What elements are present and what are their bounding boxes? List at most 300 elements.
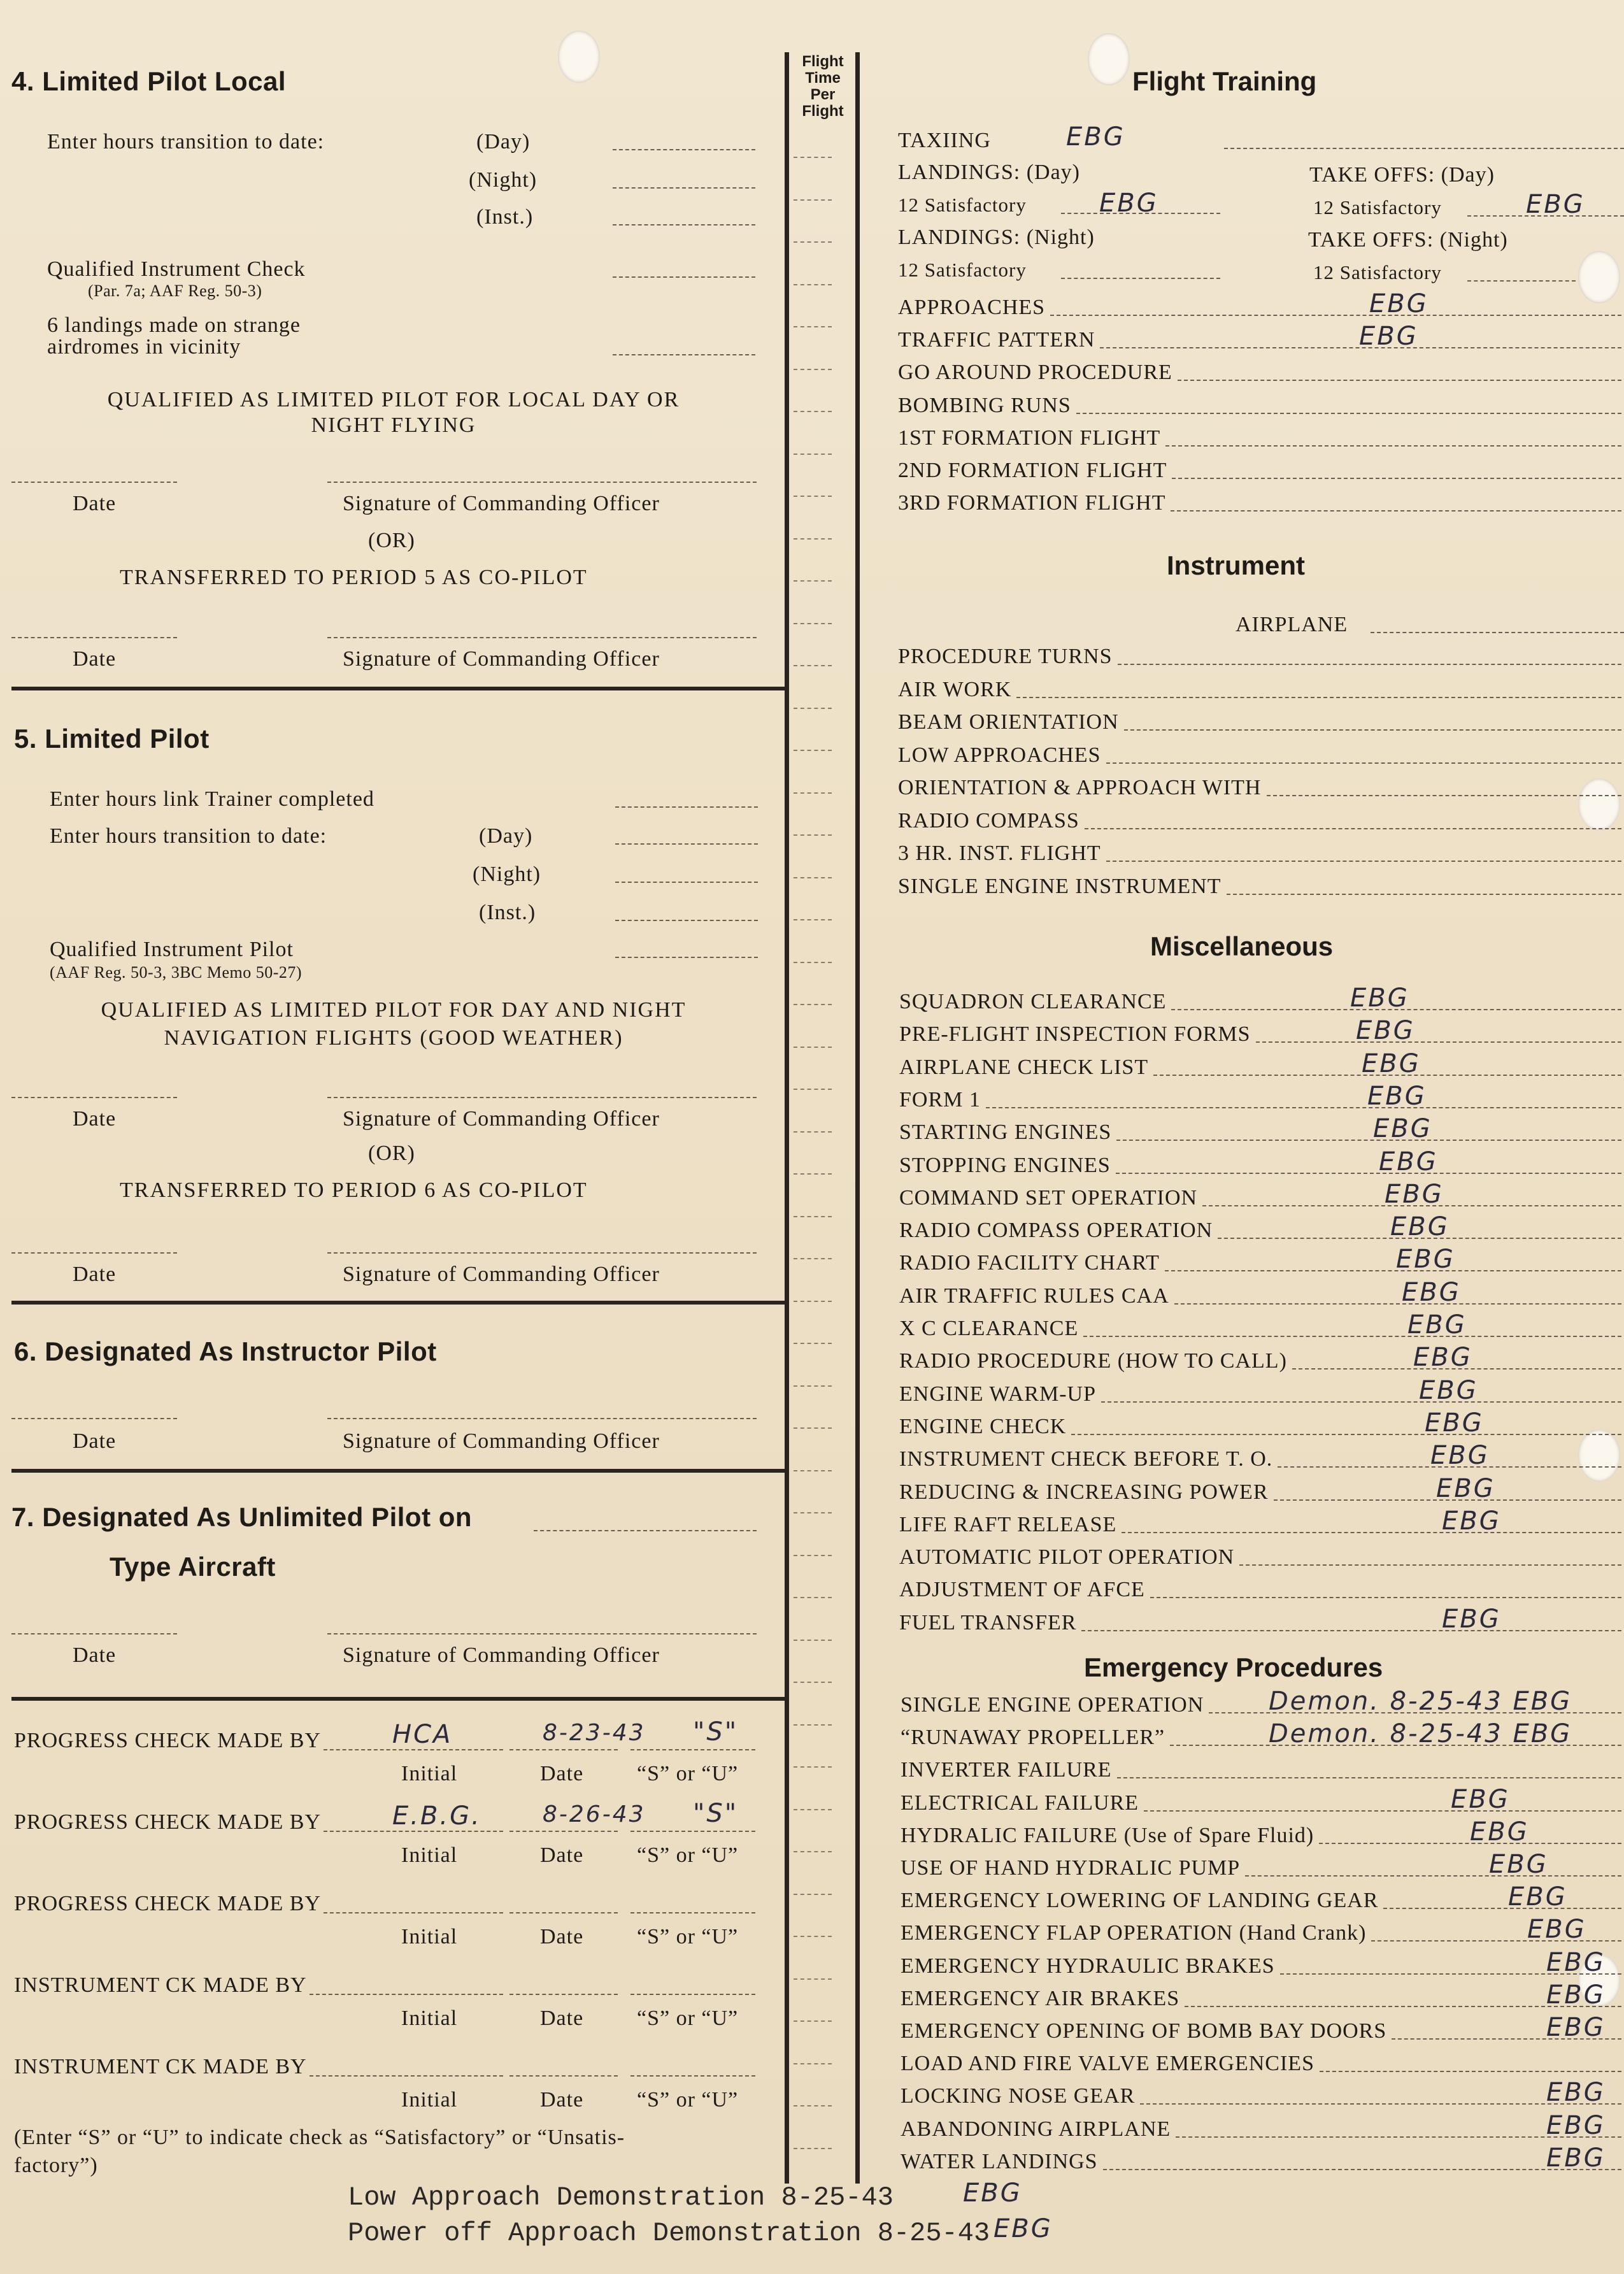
misc-item-field[interactable] xyxy=(1150,1597,1621,1598)
misc-item-label: RADIO PROCEDURE (HOW TO CALL) xyxy=(899,1349,1287,1373)
s7-date-field[interactable] xyxy=(11,1633,177,1634)
flight-time-entry[interactable] xyxy=(794,1343,832,1344)
misc-item-initials: EBG xyxy=(1419,1376,1478,1405)
misc-item-field[interactable] xyxy=(1256,1041,1621,1043)
check-date-field[interactable] xyxy=(509,1912,618,1913)
flight-time-entry[interactable] xyxy=(794,369,832,370)
check-date-field[interactable] xyxy=(509,1749,618,1750)
flight-time-entry[interactable] xyxy=(794,1216,832,1217)
emergency-item-label: HYDRALIC FAILURE (Use of Spare Fluid) xyxy=(901,1824,1314,1847)
flight-time-entry[interactable] xyxy=(794,1936,832,1937)
divider xyxy=(11,1697,785,1701)
s4-date-label: Date xyxy=(73,492,117,515)
instrument-airplane-label: AIRPLANE xyxy=(1236,613,1348,636)
misc-item-label: LIFE RAFT RELEASE xyxy=(899,1513,1117,1536)
misc-item-field[interactable] xyxy=(1071,1434,1621,1435)
s4-or-label: (OR) xyxy=(368,529,415,552)
emergency-item-label: LOCKING NOSE GEAR xyxy=(901,2084,1136,2108)
flight-training-item-label: GO AROUND PROCEDURE xyxy=(898,361,1172,384)
flight-training-item-label: BOMBING RUNS xyxy=(898,394,1071,417)
column-rule-right xyxy=(855,52,860,2184)
landings-day-initials: EBG xyxy=(1099,189,1158,218)
misc-item-initials: EBG xyxy=(1407,1310,1467,1340)
misc-item-initials: EBG xyxy=(1402,1278,1461,1307)
punch-hole xyxy=(558,31,600,83)
flight-time-header: Flight Time Per Flight xyxy=(802,53,844,120)
check-initial-value: HCA xyxy=(392,1720,453,1749)
s4-date-field[interactable] xyxy=(11,482,177,483)
landings-night-sat-field[interactable] xyxy=(1061,278,1220,279)
instrument-item-field[interactable] xyxy=(1124,729,1621,731)
check-su-label: “S” or “U” xyxy=(637,2088,739,2112)
emergency-item-initials: EBG xyxy=(1527,1915,1586,1944)
misc-item-label: STOPPING ENGINES xyxy=(899,1154,1111,1177)
taxiing-label: TAXIING xyxy=(898,129,991,152)
emergency-item-label: SINGLE ENGINE OPERATION xyxy=(901,1693,1204,1717)
flight-time-entry[interactable] xyxy=(794,1724,832,1726)
check-initial-field[interactable] xyxy=(324,1749,503,1750)
instrument-item-field[interactable] xyxy=(1106,762,1621,764)
instrument-item-label: BEAM ORIENTATION xyxy=(898,710,1119,734)
instrument-item-label: RADIO COMPASS xyxy=(898,809,1079,833)
flight-time-entry[interactable] xyxy=(794,1894,832,1895)
s5-or-label: (OR) xyxy=(368,1141,415,1165)
power-off-approach-demo: Power off Approach Demonstration 8-25-43 xyxy=(348,2218,990,2249)
s5-day-label: (Day) xyxy=(479,824,533,848)
emergency-item-initials: EBG xyxy=(1546,1948,1606,1977)
emergency-item-label: EMERGENCY LOWERING OF LANDING GEAR xyxy=(901,1889,1379,1912)
flight-time-entry[interactable] xyxy=(794,580,832,582)
misc-item-label: FUEL TRANSFER xyxy=(899,1611,1077,1634)
flight-time-entry[interactable] xyxy=(794,2063,832,2064)
flight-time-entry[interactable] xyxy=(794,877,832,878)
s5-day-field[interactable] xyxy=(615,843,758,845)
flight-training-item-label: 1ST FORMATION FLIGHT xyxy=(898,426,1161,450)
emergency-item-initials: Demon. 8-25-43 EBG xyxy=(1269,1719,1572,1748)
check-result-field[interactable] xyxy=(630,1912,755,1913)
s4-landings-label: 6 landings made on strange xyxy=(47,313,301,337)
instrument-item-field[interactable] xyxy=(1227,894,1621,895)
misc-item-field[interactable] xyxy=(1116,1173,1621,1174)
s5-inst-field[interactable] xyxy=(615,920,758,921)
s7-signature-label: Signature of Commanding Officer xyxy=(343,1643,660,1667)
takeoffs-night-sat-label: 12 Satisfactory xyxy=(1313,261,1442,283)
s5-link-label: Enter hours link Trainer completed xyxy=(50,787,374,811)
emergency-item-label: EMERGENCY HYDRAULIC BRAKES xyxy=(901,1954,1275,1978)
takeoffs-night-sat-field[interactable] xyxy=(1467,280,1576,282)
check-date-label: Date xyxy=(540,1925,584,1949)
flight-time-entry[interactable] xyxy=(794,1809,832,1810)
emergency-item-field[interactable] xyxy=(1144,1810,1621,1812)
flight-time-entry[interactable] xyxy=(794,1385,832,1387)
s4-date-label-2: Date xyxy=(73,647,117,671)
misc-item-field[interactable] xyxy=(1083,1336,1621,1337)
s7-date-label: Date xyxy=(73,1643,117,1667)
check-date-label: Date xyxy=(540,1762,584,1785)
instrument-airplane-field[interactable] xyxy=(1371,632,1624,633)
misc-item-label: REDUCING & INCREASING POWER xyxy=(899,1480,1269,1504)
misc-item-label: FORM 1 xyxy=(899,1088,981,1112)
instrument-item-field[interactable] xyxy=(1118,664,1621,665)
emergency-item-label: EMERGENCY AIR BRAKES xyxy=(901,1987,1180,2010)
divider xyxy=(11,687,785,690)
s5-enter-hours-label: Enter hours transition to date: xyxy=(50,824,327,848)
flight-time-entry[interactable] xyxy=(794,1427,832,1429)
s4-inst-field[interactable] xyxy=(613,224,755,225)
misc-item-label: ENGINE WARM-UP xyxy=(899,1382,1096,1406)
takeoffs-day-sat-label: 12 Satisfactory xyxy=(1313,196,1442,218)
misc-item-label: AIR TRAFFIC RULES CAA xyxy=(899,1284,1169,1308)
section-7-title-2: Type Aircraft xyxy=(110,1552,276,1582)
instrument-item-field[interactable] xyxy=(1267,795,1621,796)
s4-night-label: (Night) xyxy=(469,168,538,192)
emergency-item-label: “RUNAWAY PROPELLER” xyxy=(901,1726,1165,1749)
misc-item-initials: EBG xyxy=(1385,1180,1444,1209)
landings-night-label: LANDINGS: (Night) xyxy=(898,225,1095,249)
s6-signature-label: Signature of Commanding Officer xyxy=(343,1429,660,1453)
flight-time-entry[interactable] xyxy=(794,2105,832,2106)
landings-day-sat-label: 12 Satisfactory xyxy=(898,194,1027,216)
misc-item-label: AIRPLANE CHECK LIST xyxy=(899,1055,1149,1079)
s5-qip-ref: (AAF Reg. 50-3, 3BC Memo 50-27) xyxy=(50,963,303,982)
misc-item-initials: EBG xyxy=(1430,1441,1490,1470)
s5-date-label: Date xyxy=(73,1107,117,1131)
instrument-item-label: AIR WORK xyxy=(898,678,1012,701)
s4-day-field[interactable] xyxy=(613,149,755,150)
misc-item-initials: EBG xyxy=(1367,1082,1427,1111)
flight-time-entry[interactable] xyxy=(794,1978,832,1980)
flight-time-entry[interactable] xyxy=(794,665,832,666)
s4-transferred-text: TRANSFERRED TO PERIOD 5 AS CO-PILOT xyxy=(120,566,588,589)
flight-time-entry[interactable] xyxy=(794,1766,832,1768)
punch-hole xyxy=(1578,251,1620,303)
flight-time-entry[interactable] xyxy=(794,454,832,455)
misc-item-initials: EBG xyxy=(1390,1212,1449,1241)
emergency-item-label: LOAD AND FIRE VALVE EMERGENCIES xyxy=(901,2052,1314,2075)
instrument-item-field[interactable] xyxy=(1106,861,1621,862)
punch-hole xyxy=(1578,1429,1620,1482)
s5-date-field-2[interactable] xyxy=(11,1252,177,1254)
flight-time-entry[interactable] xyxy=(794,241,832,243)
flight-time-entry[interactable] xyxy=(794,834,832,836)
check-result-field[interactable] xyxy=(630,1831,755,1832)
s4-inst-label: (Inst.) xyxy=(476,205,534,229)
misc-item-initials: EBG xyxy=(1442,1605,1501,1634)
landings-day-label: LANDINGS: (Day) xyxy=(898,161,1081,184)
check-date-label: Date xyxy=(540,1843,584,1867)
s4-qualified-text: QUALIFIED AS LIMITED PILOT FOR LOCAL DAY OR NIGHT FLYING xyxy=(107,388,680,437)
emergency-item-label: WATER LANDINGS xyxy=(901,2150,1098,2173)
misc-item-label: ENGINE CHECK xyxy=(899,1415,1067,1438)
flight-training-item-label: 2ND FORMATION FLIGHT xyxy=(898,459,1167,482)
section-5-title: 5. Limited Pilot xyxy=(14,724,210,754)
s6-date-label: Date xyxy=(73,1429,117,1453)
misc-item-label: SQUADRON CLEARANCE xyxy=(899,990,1167,1013)
check-initial-label: Initial xyxy=(401,1843,458,1867)
instrument-title: Instrument xyxy=(1167,550,1306,580)
flight-training-item-label: TRAFFIC PATTERN xyxy=(898,328,1095,352)
s5-night-label: (Night) xyxy=(473,862,541,886)
instrument-item-label: 3 HR. INST. FLIGHT xyxy=(898,841,1101,865)
check-initial-label: Initial xyxy=(401,1762,458,1785)
miscellaneous-title: Miscellaneous xyxy=(1150,931,1334,961)
misc-item-field[interactable] xyxy=(1165,1270,1621,1271)
flight-time-entry[interactable] xyxy=(794,157,832,158)
taxiing-initials: EBG xyxy=(1066,122,1125,152)
takeoffs-day-label: TAKE OFFS: (Day) xyxy=(1309,163,1495,187)
instrument-item-label: ORIENTATION & APPROACH WITH xyxy=(898,776,1262,799)
check-row-label: PROGRESS CHECK MADE BY xyxy=(14,1729,322,1752)
s5-transferred-text: TRANSFERRED TO PERIOD 6 AS CO-PILOT xyxy=(120,1178,588,1202)
section-7-title: 7. Designated As Unlimited Pilot on xyxy=(11,1502,473,1532)
misc-item-field[interactable] xyxy=(1122,1532,1621,1533)
misc-item-initials: EBG xyxy=(1413,1343,1472,1372)
flight-training-title: Flight Training xyxy=(1132,66,1317,96)
misc-item-field[interactable] xyxy=(1116,1140,1621,1141)
instrument-item-label: PROCEDURE TURNS xyxy=(898,645,1113,668)
check-row-label: PROGRESS CHECK MADE BY xyxy=(14,1810,322,1834)
flight-training-item-field[interactable] xyxy=(1178,380,1621,381)
check-initial-field[interactable] xyxy=(310,2075,503,2077)
s4-date-field-2[interactable] xyxy=(11,637,177,638)
flight-time-entry[interactable] xyxy=(794,623,832,624)
s5-qip-field[interactable] xyxy=(615,957,758,958)
punch-hole xyxy=(1578,778,1620,831)
emergency-title: Emergency Procedures xyxy=(1084,1652,1383,1682)
flight-time-entry[interactable] xyxy=(794,2148,832,2149)
check-result-field[interactable] xyxy=(630,1994,755,1995)
emergency-item-initials: Demon. 8-25-43 EBG xyxy=(1269,1687,1572,1716)
check-initial-label: Initial xyxy=(401,2088,458,2112)
check-initial-value: E.B.G. xyxy=(392,1801,481,1831)
flight-training-item-field[interactable] xyxy=(1165,445,1621,447)
instrument-item-label: LOW APPROACHES xyxy=(898,743,1101,767)
check-date-label: Date xyxy=(540,2006,584,2030)
misc-item-field[interactable] xyxy=(1081,1630,1621,1631)
check-result-value: "S" xyxy=(693,1799,739,1828)
misc-item-label: AUTOMATIC PILOT OPERATION xyxy=(899,1545,1235,1569)
emergency-item-initials: EBG xyxy=(1546,2013,1606,2042)
s4-signature-field[interactable] xyxy=(327,482,757,483)
punch-hole xyxy=(1088,33,1130,85)
s4-day-label: (Day) xyxy=(476,130,531,154)
flight-time-entry[interactable] xyxy=(794,792,832,794)
emergency-item-initials: EBG xyxy=(1546,2078,1606,2107)
check-row-label: PROGRESS CHECK MADE BY xyxy=(14,1892,322,1915)
emergency-item-field[interactable] xyxy=(1103,2169,1621,2170)
s4-landings-label-2: airdromes in vicinity xyxy=(47,335,241,359)
flight-training-item-field[interactable] xyxy=(1076,413,1621,414)
flight-time-entry[interactable] xyxy=(794,962,832,963)
s7-aircraft-field[interactable] xyxy=(534,1530,757,1531)
flight-time-entry[interactable] xyxy=(794,538,832,540)
flight-time-entry[interactable] xyxy=(794,750,832,751)
check-date-field[interactable] xyxy=(509,1831,618,1832)
emergency-item-initials: EBG xyxy=(1546,1980,1606,2010)
check-date-value: 8-26-43 xyxy=(543,1801,646,1827)
flight-time-entry[interactable] xyxy=(794,1173,832,1175)
divider xyxy=(11,1301,785,1305)
flight-time-entry[interactable] xyxy=(794,708,832,709)
s5-signature-label: Signature of Commanding Officer xyxy=(343,1107,660,1131)
flight-time-entry[interactable] xyxy=(794,1640,832,1641)
check-date-field[interactable] xyxy=(509,1994,618,1995)
check-initial-label: Initial xyxy=(401,2006,458,2030)
s5-signature-field-2[interactable] xyxy=(327,1252,757,1254)
divider xyxy=(11,1469,785,1473)
s5-link-field[interactable] xyxy=(615,806,758,808)
s5-night-field[interactable] xyxy=(615,882,758,883)
s4-qic-field[interactable] xyxy=(613,276,755,278)
check-date-field[interactable] xyxy=(509,2075,618,2077)
misc-item-label: INSTRUMENT CHECK BEFORE T. O. xyxy=(899,1447,1273,1471)
taxiing-field[interactable] xyxy=(1224,148,1624,149)
check-su-label: “S” or “U” xyxy=(637,1925,739,1949)
emergency-item-field[interactable] xyxy=(1117,1777,1621,1778)
flight-training-item-field[interactable] xyxy=(1171,510,1621,511)
emergency-item-initials: EBG xyxy=(1489,1850,1548,1879)
flight-time-entry[interactable] xyxy=(794,1555,832,1556)
misc-item-label: X C CLEARANCE xyxy=(899,1317,1079,1340)
misc-item-initials: EBG xyxy=(1356,1016,1415,1045)
section-4-title: 4. Limited Pilot Local xyxy=(11,66,287,96)
flight-time-entry[interactable] xyxy=(794,919,832,920)
s4-enter-hours-label: Enter hours transition to date: xyxy=(47,130,325,154)
emergency-item-label: ABANDONING AIRPLANE xyxy=(901,2117,1171,2141)
misc-item-initials: EBG xyxy=(1396,1245,1455,1274)
flight-time-entry[interactable] xyxy=(794,1512,832,1513)
misc-item-label: COMMAND SET OPERATION xyxy=(899,1186,1198,1210)
misc-item-label: PRE-FLIGHT INSPECTION FORMS xyxy=(899,1022,1251,1046)
flight-time-entry[interactable] xyxy=(794,496,832,497)
emergency-item-field[interactable] xyxy=(1320,2071,1621,2072)
s5-qip-label: Qualified Instrument Pilot xyxy=(50,938,294,961)
flight-training-item-initials: EBG xyxy=(1369,289,1428,318)
emergency-item-field[interactable] xyxy=(1383,1908,1621,1909)
s4-signature-label-2: Signature of Commanding Officer xyxy=(343,647,660,671)
flight-time-entry[interactable] xyxy=(794,1047,832,1048)
emergency-item-label: EMERGENCY FLAP OPERATION (Hand Crank) xyxy=(901,1921,1367,1945)
misc-item-initials: EBG xyxy=(1436,1474,1495,1503)
check-row-label: INSTRUMENT CK MADE BY xyxy=(14,1973,307,1997)
takeoffs-day-initials: EBG xyxy=(1526,190,1585,219)
emergency-item-initials: EBG xyxy=(1470,1817,1529,1847)
flight-training-item-label: APPROACHES xyxy=(898,296,1046,319)
check-initial-field[interactable] xyxy=(324,1912,503,1913)
check-initial-label: Initial xyxy=(401,1925,458,1949)
misc-item-label: ADJUSTMENT OF AFCE xyxy=(899,1578,1145,1601)
misc-item-initials: EBG xyxy=(1373,1114,1432,1143)
misc-item-initials: EBG xyxy=(1362,1049,1421,1078)
check-initial-field[interactable] xyxy=(324,1831,503,1832)
instrument-item-field[interactable] xyxy=(1016,697,1621,698)
s5-signature-field[interactable] xyxy=(327,1097,757,1098)
emergency-item-initials: EBG xyxy=(1546,2111,1606,2140)
s4-signature-label: Signature of Commanding Officer xyxy=(343,492,660,515)
low-approach-initials: EBG xyxy=(963,2178,1022,2208)
flight-time-entry[interactable] xyxy=(794,199,832,201)
section-6-title: 6. Designated As Instructor Pilot xyxy=(14,1336,437,1366)
emergency-item-initials: EBG xyxy=(1451,1785,1510,1814)
misc-item-field[interactable] xyxy=(986,1107,1621,1108)
flight-time-entry[interactable] xyxy=(794,2020,832,2022)
flight-time-entry[interactable] xyxy=(794,326,832,327)
flight-time-entry[interactable] xyxy=(794,1682,832,1683)
flight-training-item-field[interactable] xyxy=(1050,315,1621,316)
misc-item-initials: EBG xyxy=(1350,983,1409,1013)
s7-signature-field[interactable] xyxy=(327,1633,757,1634)
flight-training-item-field[interactable] xyxy=(1172,478,1621,479)
instrument-item-field[interactable] xyxy=(1085,828,1621,829)
flight-time-entry[interactable] xyxy=(794,1301,832,1302)
power-off-initials: EBG xyxy=(994,2214,1053,2243)
check-result-value: "S" xyxy=(693,1717,739,1747)
flight-time-entry[interactable] xyxy=(794,284,832,285)
flight-training-item-initials: EBG xyxy=(1359,322,1418,351)
misc-item-field[interactable] xyxy=(1174,1303,1621,1305)
check-date-value: 8-23-43 xyxy=(543,1720,646,1746)
flight-time-entry[interactable] xyxy=(794,1597,832,1598)
flight-time-entry[interactable] xyxy=(794,1470,832,1471)
column-rule-left xyxy=(785,52,789,2184)
takeoffs-night-label: TAKE OFFS: (Night) xyxy=(1308,228,1508,252)
misc-item-initials: EBG xyxy=(1379,1147,1438,1176)
flight-training-item-label: 3RD FORMATION FLIGHT xyxy=(898,491,1166,515)
s6-signature-field[interactable] xyxy=(327,1418,757,1419)
s5-signature-label-2: Signature of Commanding Officer xyxy=(343,1262,660,1286)
flight-time-entry[interactable] xyxy=(794,1851,832,1852)
check-result-field[interactable] xyxy=(630,2075,755,2077)
s5-date-field[interactable] xyxy=(11,1097,177,1098)
misc-item-label: STARTING ENGINES xyxy=(899,1120,1112,1144)
misc-item-label: RADIO COMPASS OPERATION xyxy=(899,1219,1213,1242)
flight-time-entry[interactable] xyxy=(794,1258,832,1259)
checks-note: (Enter “S” or “U” to indicate check as “Satisfactory” or “Unsatis- factory”) xyxy=(14,2126,625,2177)
flight-time-entry[interactable] xyxy=(794,1089,832,1090)
s4-qic-ref: (Par. 7a; AAF Reg. 50-3) xyxy=(88,282,262,300)
s4-qic-label: Qualified Instrument Check xyxy=(47,257,306,281)
check-su-label: “S” or “U” xyxy=(637,2006,739,2030)
check-initial-field[interactable] xyxy=(310,1994,503,1995)
check-row-label: INSTRUMENT CK MADE BY xyxy=(14,2055,307,2078)
s4-night-field[interactable] xyxy=(613,187,755,189)
landings-night-sat-label: 12 Satisfactory xyxy=(898,259,1027,281)
emergency-item-field[interactable] xyxy=(1245,1875,1621,1877)
emergency-item-label: ELECTRICAL FAILURE xyxy=(901,1791,1139,1815)
emergency-item-label: EMERGENCY OPENING OF BOMB BAY DOORS xyxy=(901,2019,1387,2043)
s5-qualified-text: QUALIFIED AS LIMITED PILOT FOR DAY AND NIGHT NAVIGATION FLIGHTS (GOOD WEATHER) xyxy=(101,998,687,1050)
check-result-field[interactable] xyxy=(630,1749,755,1750)
emergency-item-initials: EBG xyxy=(1546,2143,1606,2173)
misc-item-label: RADIO FACILITY CHART xyxy=(899,1251,1160,1275)
s5-date-label-2: Date xyxy=(73,1262,117,1286)
check-su-label: “S” or “U” xyxy=(637,1762,739,1785)
flight-time-entry[interactable] xyxy=(794,411,832,412)
instrument-item-label: SINGLE ENGINE INSTRUMENT xyxy=(898,875,1222,898)
misc-item-initials: EBG xyxy=(1425,1408,1484,1438)
misc-item-field[interactable] xyxy=(1101,1401,1621,1403)
flight-time-entry[interactable] xyxy=(794,1004,832,1005)
flight-time-entry[interactable] xyxy=(794,1131,832,1133)
s4-signature-field-2[interactable] xyxy=(327,637,757,638)
check-date-label: Date xyxy=(540,2088,584,2112)
misc-item-field[interactable] xyxy=(1239,1564,1621,1566)
emergency-item-label: USE OF HAND HYDRALIC PUMP xyxy=(901,1856,1241,1880)
misc-item-initials: EBG xyxy=(1442,1506,1501,1536)
s5-inst-label: (Inst.) xyxy=(479,901,536,924)
s4-landings-field[interactable] xyxy=(613,354,755,355)
s6-date-field[interactable] xyxy=(11,1418,177,1419)
